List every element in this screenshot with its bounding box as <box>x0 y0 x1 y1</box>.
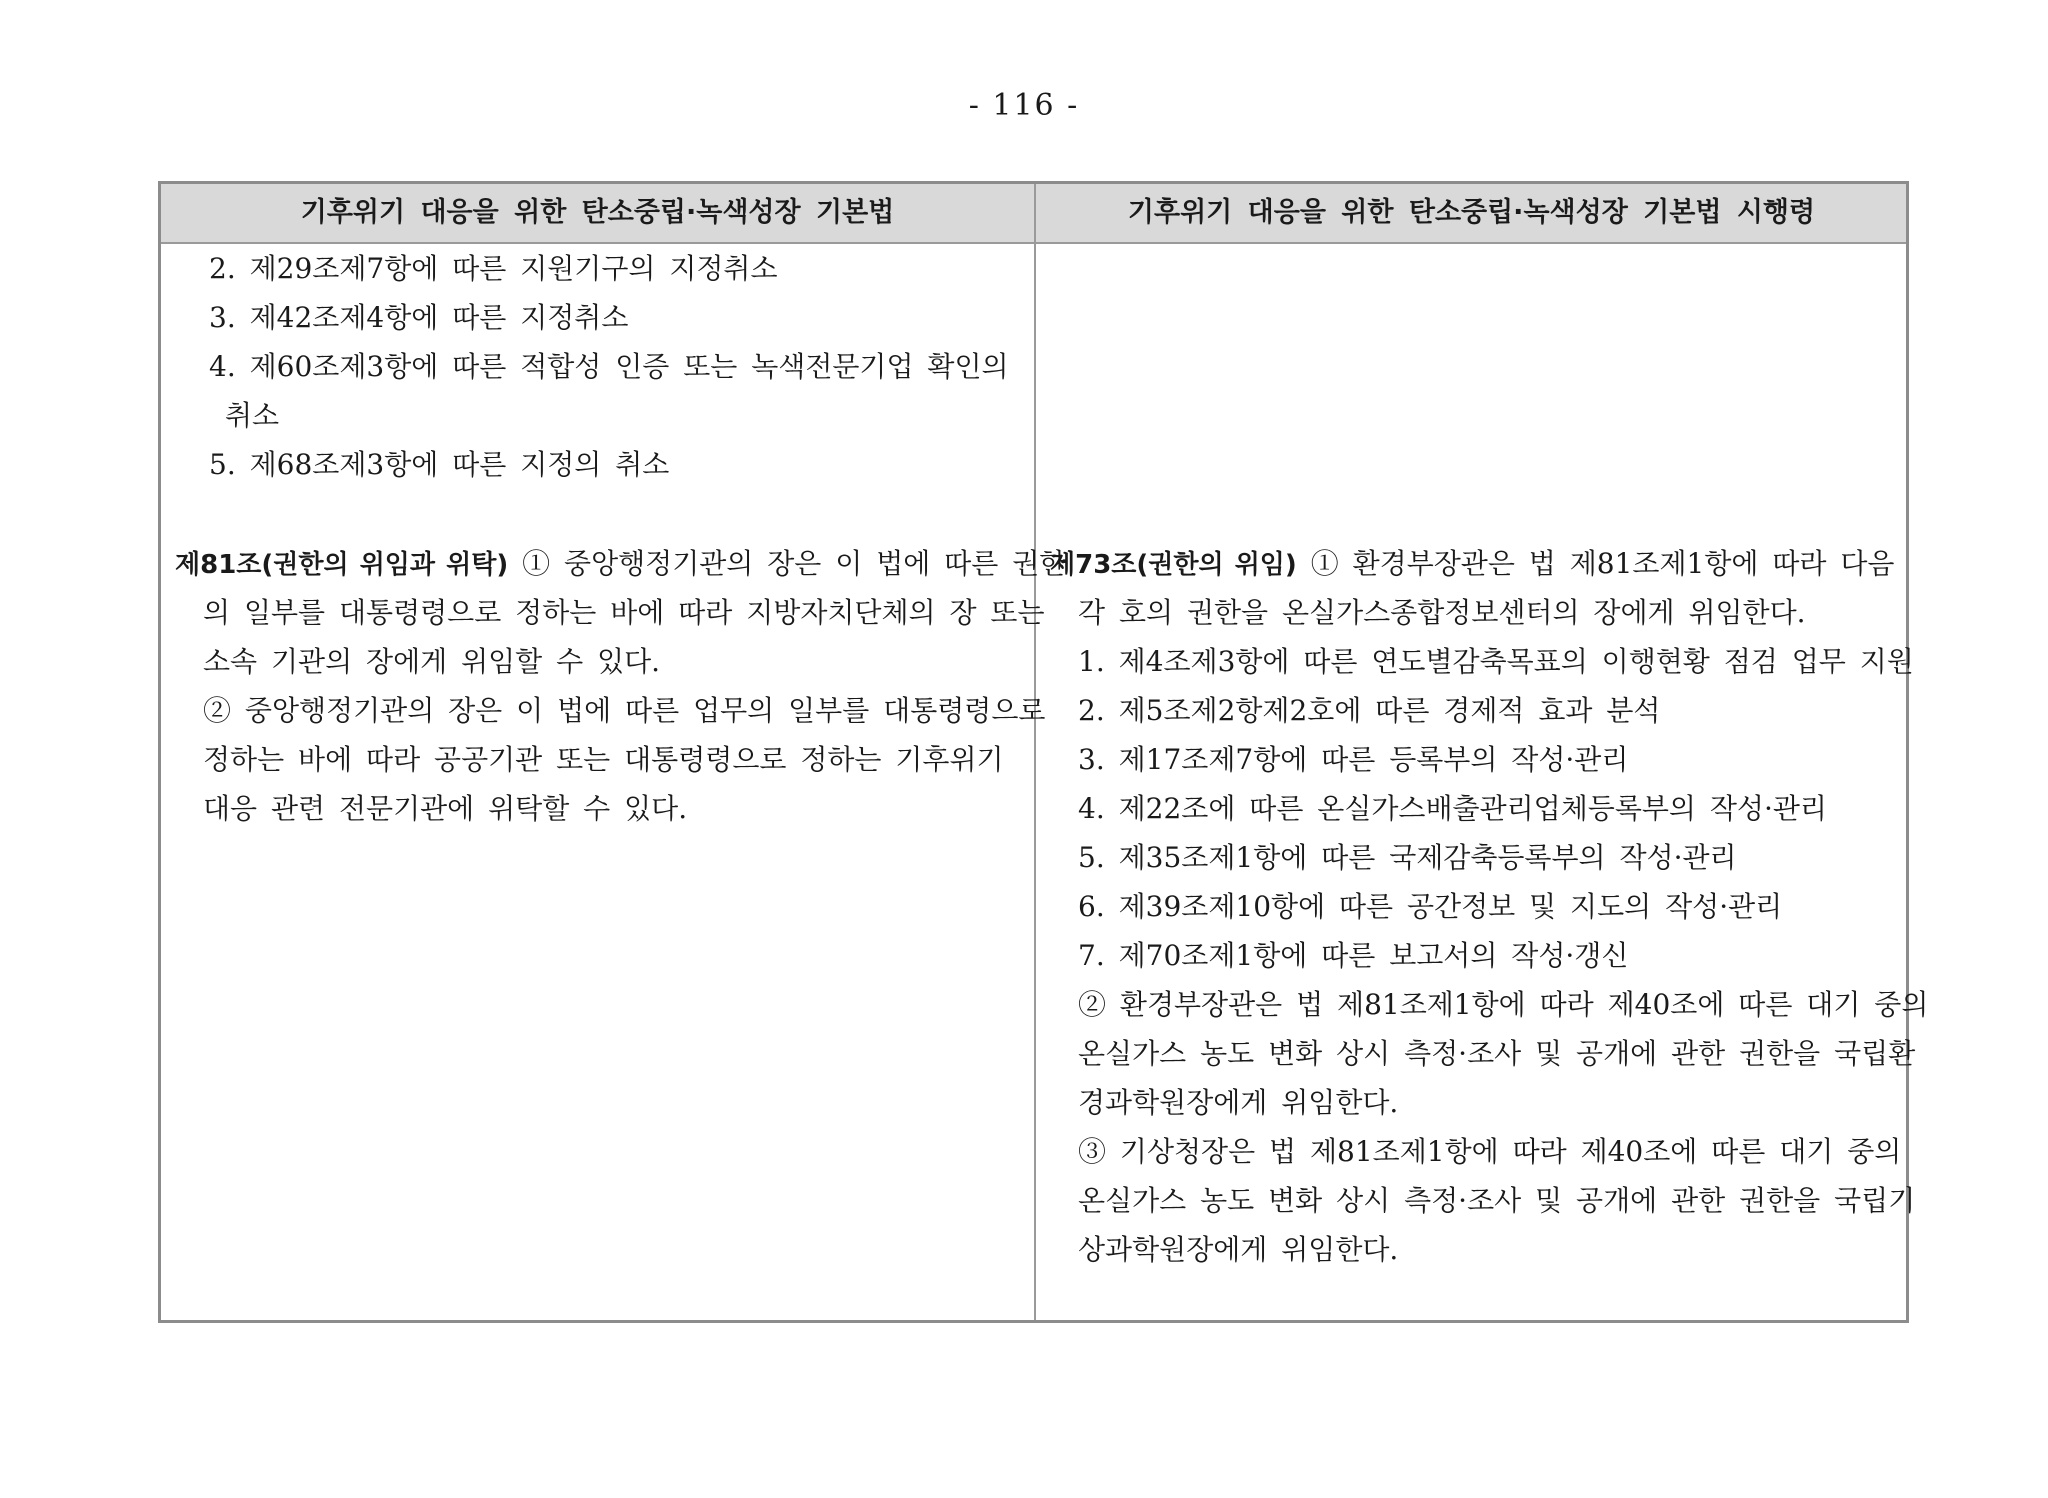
act-item-5: 5. 제68조제3항에 따른 지정의 취소 <box>209 448 670 481</box>
act-item-4-continued: 취소 <box>225 399 280 432</box>
article-81-line: 대응 관련 전문기관에 위탁할 수 있다. <box>203 792 688 825</box>
decree-item-7: 7. 제70조제1항에 따른 보고서의 작성·갱신 <box>1078 939 1629 972</box>
act-item-2: 2. 제29조제7항에 따른 지원기구의 지정취소 <box>209 252 778 285</box>
law-comparison-table <box>158 181 1929 1323</box>
article-73-heading: 제73조(권한의 위임) <box>1050 550 1297 580</box>
article-81-heading: 제81조(권한의 위임과 위탁) <box>175 550 509 580</box>
spacer <box>1050 489 1900 539</box>
article-81-line: 정하는 바에 따라 공공기관 또는 대통령령으로 정하는 기후위기 <box>203 743 1004 776</box>
article-81-first-line <box>175 539 1067 588</box>
decree-item-3: 3. 제17조제7항에 따른 등록부의 작성·관리 <box>1078 743 1629 776</box>
article-73-line: 경과학원장에게 위임한다. <box>1078 1086 1399 1119</box>
article-73-line: 각 호의 권한을 온실가스종합정보센터의 장에게 위임한다. <box>1078 596 1806 629</box>
act-item-3: 3. 제42조제4항에 따른 지정취소 <box>209 301 629 334</box>
act-column <box>175 244 1067 833</box>
article-73-line: 온실가스 농도 변화 상시 측정·조사 및 공개에 관한 권한을 국립기 <box>1078 1184 1916 1217</box>
article-81-text: ① 중앙행정기관의 장은 이 법에 따른 권한 <box>508 547 1067 580</box>
decree-item-2: 2. 제5조제2항제2호에 따른 경제적 효과 분석 <box>1078 694 1661 727</box>
article-73-text: ① 환경부장관은 법 제81조제1항에 따라 다음 <box>1296 547 1895 580</box>
article-73-line: 상과학원장에게 위임한다. <box>1078 1233 1399 1266</box>
decree-item-6: 6. 제39조제10항에 따른 공간정보 및 지도의 작성·관리 <box>1078 890 1783 923</box>
header-enforcement-decree: 기후위기 대응을 위한 탄소중립·녹색성장 기본법 시행령 <box>1127 197 1816 228</box>
article-73-line: 온실가스 농도 변화 상시 측정·조사 및 공개에 관한 권한을 국립환 <box>1078 1037 1916 1070</box>
article-73-first-line <box>1050 539 1900 588</box>
column-divider <box>1034 184 1036 1320</box>
page-number: - 116 - <box>968 88 1080 123</box>
article-81-paragraph-2: ② 중앙행정기관의 장은 이 법에 따른 업무의 일부를 대통령령으로 <box>203 694 1046 727</box>
article-81-line: 소속 기관의 장에게 위임할 수 있다. <box>203 645 661 678</box>
spacer <box>175 489 1027 539</box>
header-act: 기후위기 대응을 위한 탄소중립·녹색성장 기본법 <box>300 197 895 228</box>
decree-item-1: 1. 제4조제3항에 따른 연도별감축목표의 이행현황 점검 업무 지원 <box>1078 645 1914 678</box>
article-81-line: 의 일부를 대통령령으로 정하는 바에 따라 지방자치단체의 장 또는 <box>203 596 1045 629</box>
article-73-paragraph-3: ③ 기상청장은 법 제81조제1항에 따라 제40조에 따른 대기 중의 <box>1078 1135 1902 1168</box>
decree-item-4: 4. 제22조에 따른 온실가스배출관리업체등록부의 작성·관리 <box>1078 792 1827 825</box>
act-item-4: 4. 제60조제3항에 따른 적합성 인증 또는 녹색전문기업 확인의 <box>209 350 1009 383</box>
article-73-paragraph-2: ② 환경부장관은 법 제81조제1항에 따라 제40조에 따른 대기 중의 <box>1078 988 1929 1021</box>
decree-column <box>1050 244 1929 1274</box>
decree-item-5: 5. 제35조제1항에 따른 국제감축등록부의 작성·관리 <box>1078 841 1737 874</box>
